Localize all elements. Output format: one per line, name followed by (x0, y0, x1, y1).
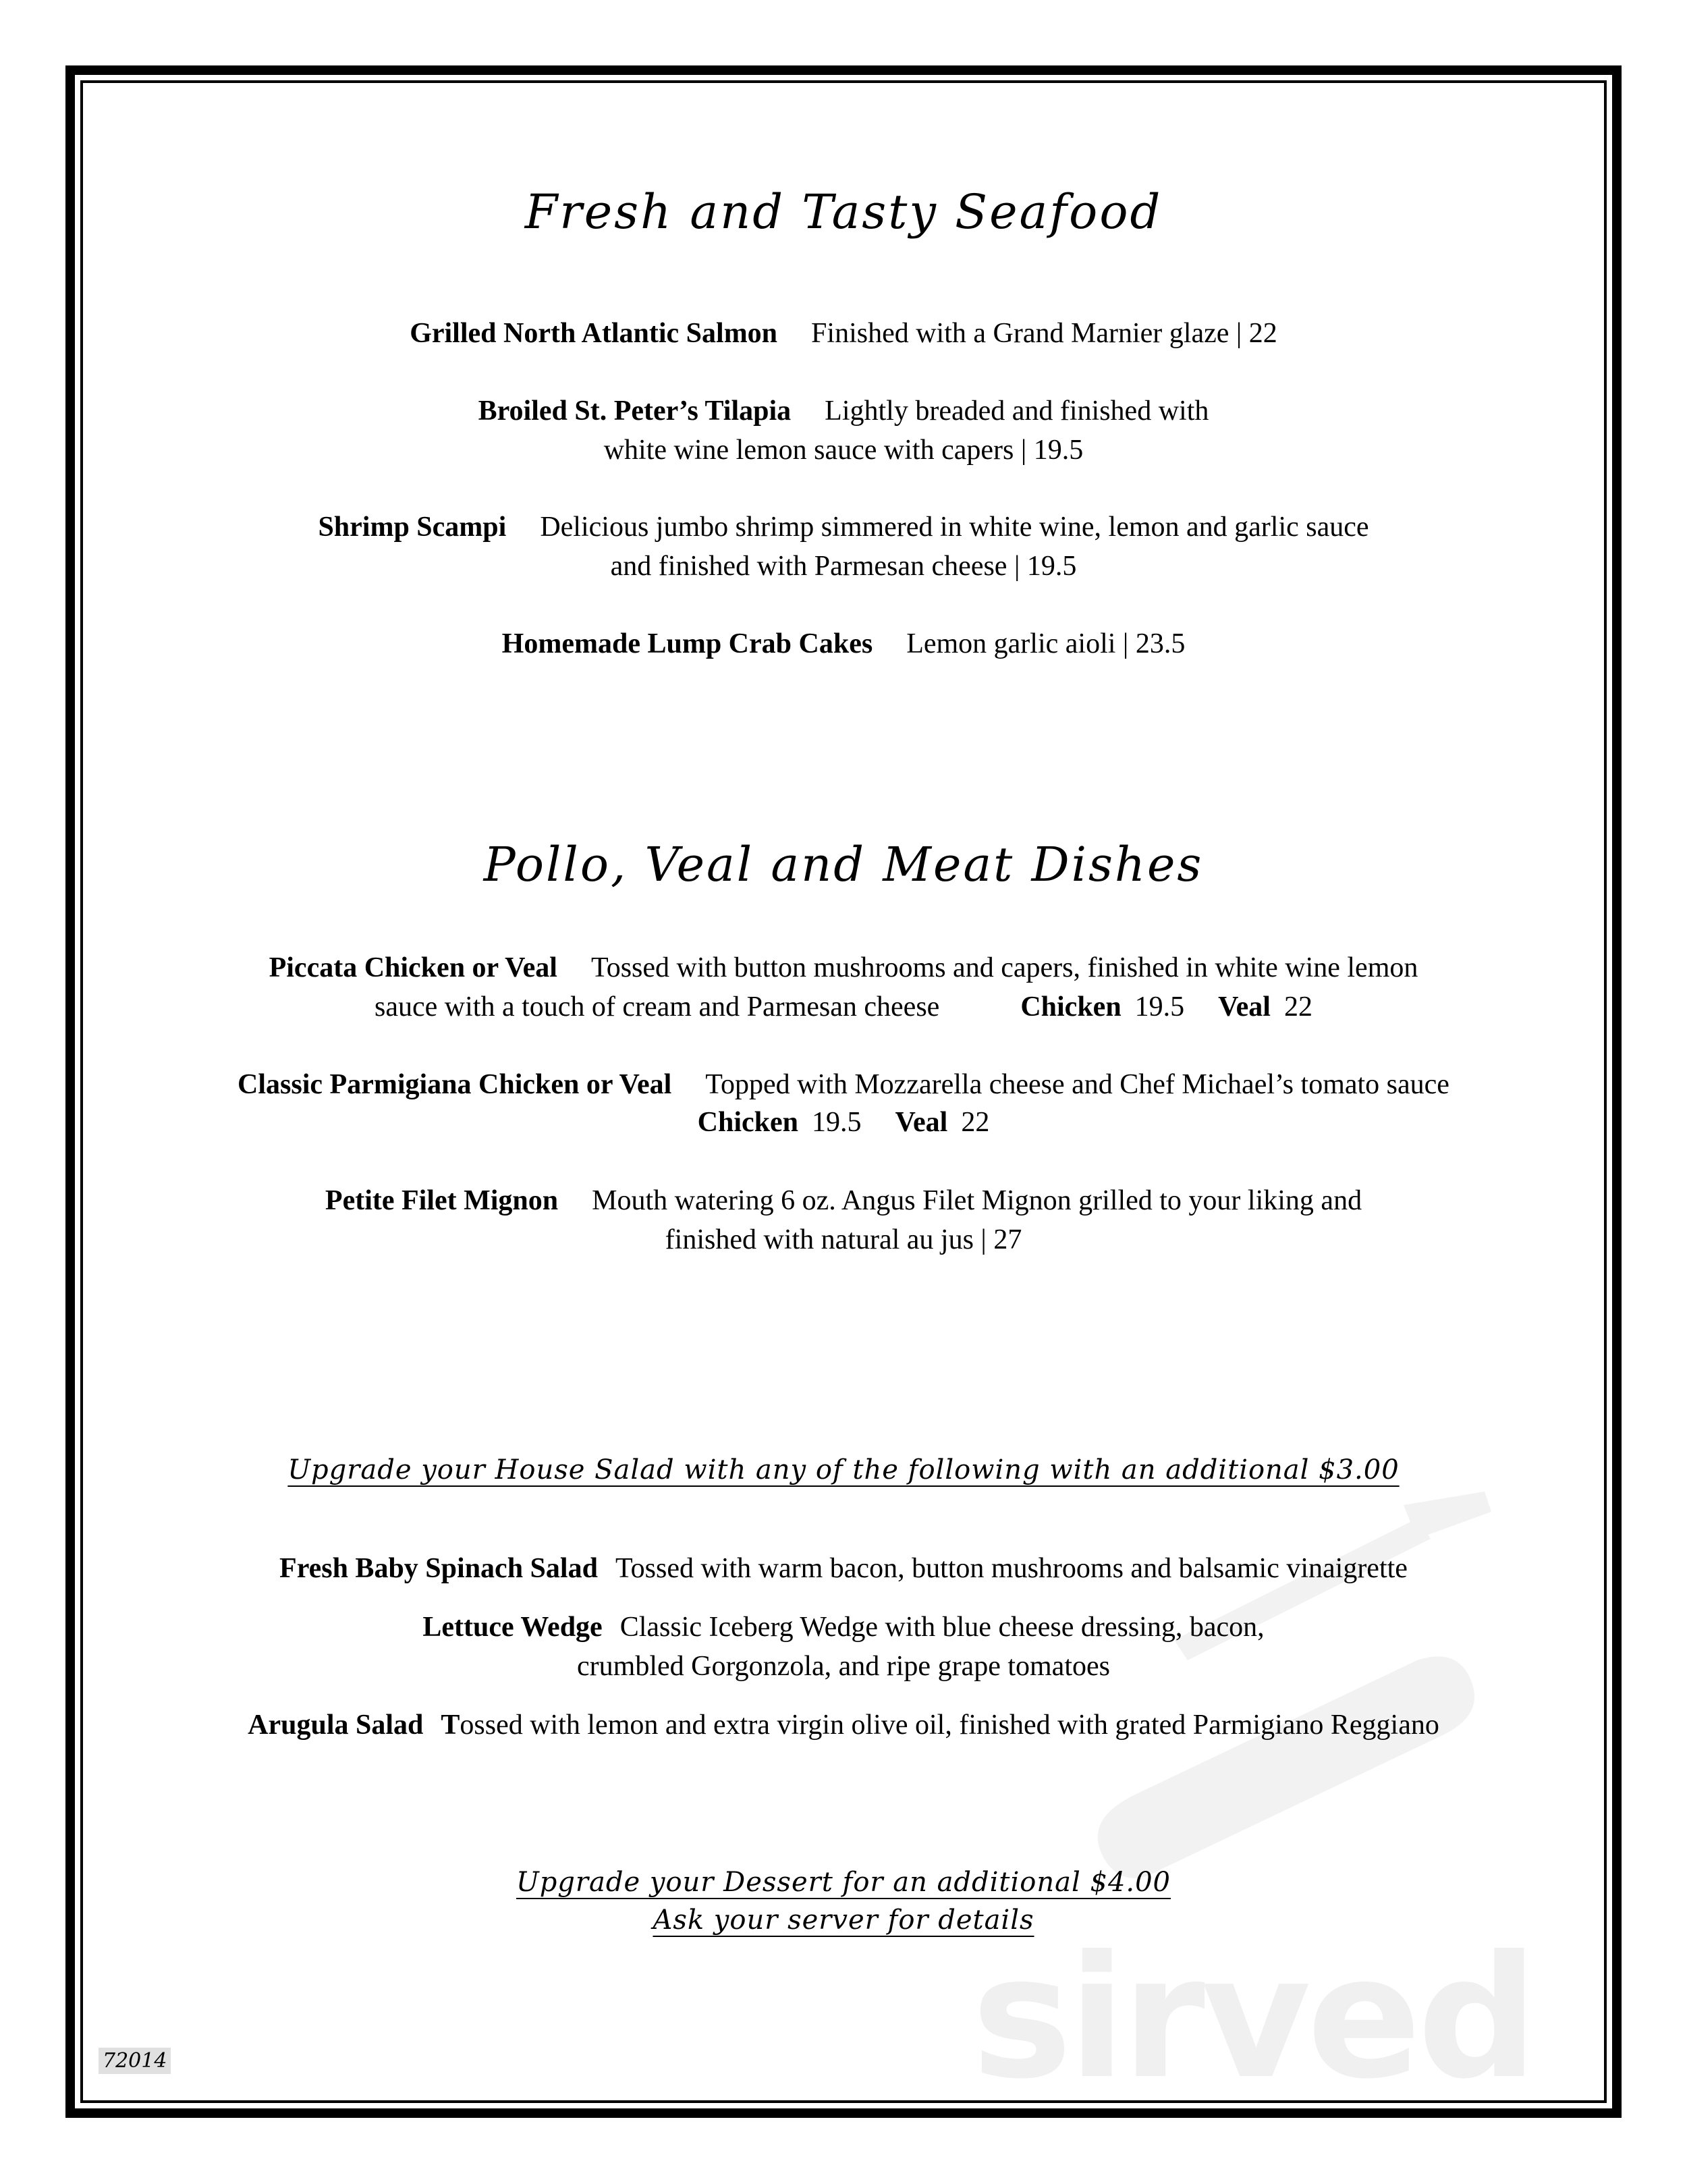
menu-item-crab-cakes (0, 624, 1687, 663)
menu-item-piccata (0, 948, 1687, 987)
item-name: Fresh Baby Spinach Salad (279, 1553, 598, 1584)
item-desc-line2: crumbled Gorgonzola, and ripe grape tomatoes (577, 1651, 1110, 1682)
menu-code: 72014 (99, 2048, 171, 2074)
menu-item-lettuce-wedge (0, 1608, 1687, 1647)
item-desc-text: sauce with a touch of cream and Parmesan cheese (375, 991, 940, 1022)
item-name: Classic Parmigiana Chicken or Veal (238, 1069, 672, 1100)
item-desc-line2 (0, 987, 1687, 1027)
item-name: Grilled North Atlantic Salmon (410, 318, 778, 349)
item-desc: ossed with lemon and extra virgin olive oil, finished with grated Parmigiano Reggiano (460, 1710, 1439, 1741)
item-desc-initial: T (441, 1710, 460, 1741)
veal-price: 22 (1283, 991, 1312, 1022)
item-prices (0, 1103, 1687, 1142)
meat-heading: Pollo, Veal and Meat Dishes (483, 837, 1204, 892)
item-desc: Mouth watering 6 oz. Angus Filet Mignon grilled to your liking and (592, 1185, 1362, 1216)
item-desc: Topped with Mozzarella cheese and Chef Michael’s tomato sauce (705, 1069, 1449, 1100)
item-desc: Finished with a Grand Marnier glaze | 22 (811, 318, 1277, 349)
dessert-upgrade-line: Upgrade your Dessert for an additional $4.00 (516, 1867, 1171, 1898)
menu-item-salmon (0, 314, 1687, 353)
chicken-label: Chicken (697, 1107, 799, 1138)
fork-spoon-watermark-icon (1053, 1485, 1525, 1890)
item-desc: Classic Iceberg Wedge with blue cheese dressing, bacon, (619, 1612, 1265, 1643)
dessert-ask-server-line: Ask your server for details (653, 1905, 1034, 1936)
salad-upgrade-heading: Upgrade your House Salad with any of the following with an additional $3.00 (287, 1454, 1400, 1485)
item-desc: Tossed with warm bacon, button mushrooms and balsamic vinaigrette (615, 1553, 1408, 1584)
item-desc: Tossed with button mushrooms and capers, finished in white wine lemon (590, 952, 1418, 983)
menu-item-filet-mignon (0, 1181, 1687, 1220)
item-name: Shrimp Scampi (318, 512, 507, 543)
chicken-label: Chicken (1020, 991, 1122, 1022)
item-name: Lettuce Wedge (422, 1612, 603, 1643)
item-desc: Lightly breaded and finished with (825, 395, 1209, 427)
sirved-watermark: sirved (972, 1919, 1534, 2116)
veal-label: Veal (895, 1107, 948, 1138)
item-desc-line2: and finished with Parmesan cheese | 19.5 (610, 551, 1077, 582)
item-name: Petite Filet Mignon (325, 1185, 559, 1216)
item-name: Arugula Salad (248, 1710, 424, 1741)
item-desc: Delicious jumbo shrimp simmered in white wine, lemon and garlic sauce (540, 512, 1369, 543)
item-desc: Lemon garlic aioli | 23.5 (906, 628, 1186, 659)
chicken-price: 19.5 (1134, 991, 1185, 1022)
item-desc-line2: white wine lemon sauce with capers | 19.5 (603, 435, 1084, 466)
item-name: Homemade Lump Crab Cakes (501, 628, 873, 659)
item-name: Broiled St. Peter’s Tilapia (478, 395, 792, 427)
menu-item-arugula-salad (0, 1705, 1687, 1745)
chicken-price: 19.5 (812, 1107, 862, 1138)
veal-price: 22 (961, 1107, 990, 1138)
menu-item-parmigiana (0, 1065, 1687, 1104)
seafood-heading: Fresh and Tasty Seafood (524, 184, 1163, 240)
menu-item-tilapia (0, 391, 1687, 431)
menu-item-shrimp-scampi (0, 508, 1687, 547)
item-name: Piccata Chicken or Veal (269, 952, 557, 983)
menu-item-spinach-salad (0, 1549, 1687, 1588)
item-desc-line2: finished with natural au jus | 27 (665, 1224, 1022, 1255)
veal-label: Veal (1218, 991, 1271, 1022)
